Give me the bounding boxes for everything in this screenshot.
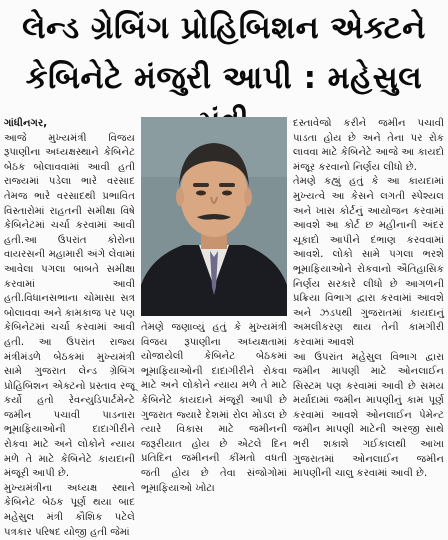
column3-paragraph-2: તેમણે કહ્યું હતું કે આ કાયદામાં મુખ્યત્વે આ કેસને લગતી સ્પેશ્યલ અને ખાસ કોર્ટનું આયોજન કરવામાં આવશે આ કોર્ટ છ મહીનાની અંદર ચૂકાદો આપીને દંભાણ કરવવામાં આવશે. લોકો સામે પગલા ભરશે ભૂમાફિયાઓને રોકવાનો ઐતિહાસિક નિર્ણય સરકારે લીધો છે આગળની પ્રક્રિયા વિભાગ દ્વારા કરવામાં આવશે અને ઝડપથી ગુજરાતમાં કાયદાનું અમલીકરણ થાય તેની કામગીરી કરવામાં આવશે [293, 176, 444, 348]
left-ear [176, 188, 184, 206]
article-column-3 [293, 117, 444, 482]
column3-paragraph-1: દસ્તાવેજો કરીને જમીન પચાવી પાડતા હોય છે અને તેના પર રોક લાવવા માટે કેબિનેટે આજે આ કાયદો મંજૂર કરવાનો નિર્ણય લીધો છે. [293, 118, 444, 173]
headline [0, 0, 448, 112]
article-column-1 [4, 117, 135, 540]
minister-photo [141, 117, 287, 316]
right-ear [244, 188, 252, 206]
column3-paragraph-3: આ ઉપરાંત મહેસુલ વિભાગ દ્વારા જમીન માપણી માટે ઓનલાઈન સિસ્ટમ પણ કરવામાં આવી છે સમય મર્યાદામાં જમીન માપણીનું કામ પૂર્ણ કરવામાં આવશે ઓનલાઈન પેમેન્ટ જમીન માપણી માટેની અરજી સાથે ભરી શકાશે ગઈકાલથી આખા ગુજરાતમાં ઓનલાઈન જમીન માપણીની ચાલુ કરવામાં આવી છે. [293, 351, 444, 480]
column1-paragraph-1: આજે મુખ્યમંત્રી વિજય રૂપાણીના અધ્યક્ષસ્થાને કેબિનેટ બેઠક બોલાવવામાં આવી હતી રાજ્યમાં પડેલા ભારે વરસાદ તેમજ ભારે વરસાદથી પ્રભાવિત વિસ્તારોમાં રાહતની સમીક્ષા વિષે કેબિનેટમાં ચર્ચા કરવામાં આવી હતી.આ ઉપરાંત કોરોના વાયરસની મહામારી અંગે લેવામાં આવેલા પગલા બાબતે સમીક્ષા કરવામાં આવી હતી.વિધાનસભાના ચોમાસા સત્ર બોલાવવા અને કામકાજ પર પણ કેબિનેટમાં ચર્ચા કરવામાં આવી હતી. આ ઉપરાંત રાજ્ય મંત્રીમંડળે બેઠકમાં મુખ્યમંત્રી સામે ગુજરાત લેન્ડ ગ્રેબિંગ પ્રોહિબિશન એક્ટનો પ્રસ્તાવ રજૂ કર્યો હતો રેવન્યુડિપાર્ટમેન્ટે જમીન પચાવી પાડનારા ભૂમાફિયાઓની દાદાગીરીને રોકવા માટે અને લોકોને ન્યાય મળે તે માટે કેબિનેટે કાયદાની મંજૂરી આપી છે. [4, 132, 135, 480]
right-eyebrow [219, 183, 235, 187]
headline-line-2: કેબિનેટે મંજુરી આપી : મહેસુલ [25, 60, 423, 96]
right-eye [222, 191, 232, 196]
column2-paragraph-1: તેમણે જણાવ્યું હતું કે મુખ્યમંત્રી વિજય રૂપાણીના અધ્યક્ષતામાં યોજાયેલી કેબિનેટ બેઠકમાં ભૂમાફિયાઓની દાદાગીરીને રોકવા માટે અને લોકોને ન્યાય મળે તે માટે કેબિનેટે કાયદાને મંજૂરી આપી છે ગુજરાત જ્યારે દેશમાં રોલ મોડલ છે ત્યારે વિકાસ માટે જમીનની જરૂરીયાત હોય છે એટલે દિન પ્રતિદિન જમીનની કીંમતો વધતી જતી હોય છે તેવા સંજોગોમાં ભૂમાફિયાઓ ખોટા [141, 322, 287, 494]
portrait-image [141, 117, 287, 316]
article-column-2 [141, 321, 287, 496]
dateline: ગાંધીનગર, [4, 118, 48, 129]
left-eye [196, 191, 206, 196]
left-eyebrow [193, 183, 209, 187]
headline-line-1: લેન્ડ ગ્રેબિંગ પ્રોહિબિશન એક્ટને [22, 10, 426, 46]
column1-paragraph-2: મુખ્યમંત્રીના અધ્યક્ષ સ્થાને કેબિનેટ બેઠક પૂર્ણ થયા બાદ મહેસુલ મંત્રી કૌશિક પટેલે પત્રકાર પરિષદ યોજી હતી જેમાં [4, 482, 135, 538]
